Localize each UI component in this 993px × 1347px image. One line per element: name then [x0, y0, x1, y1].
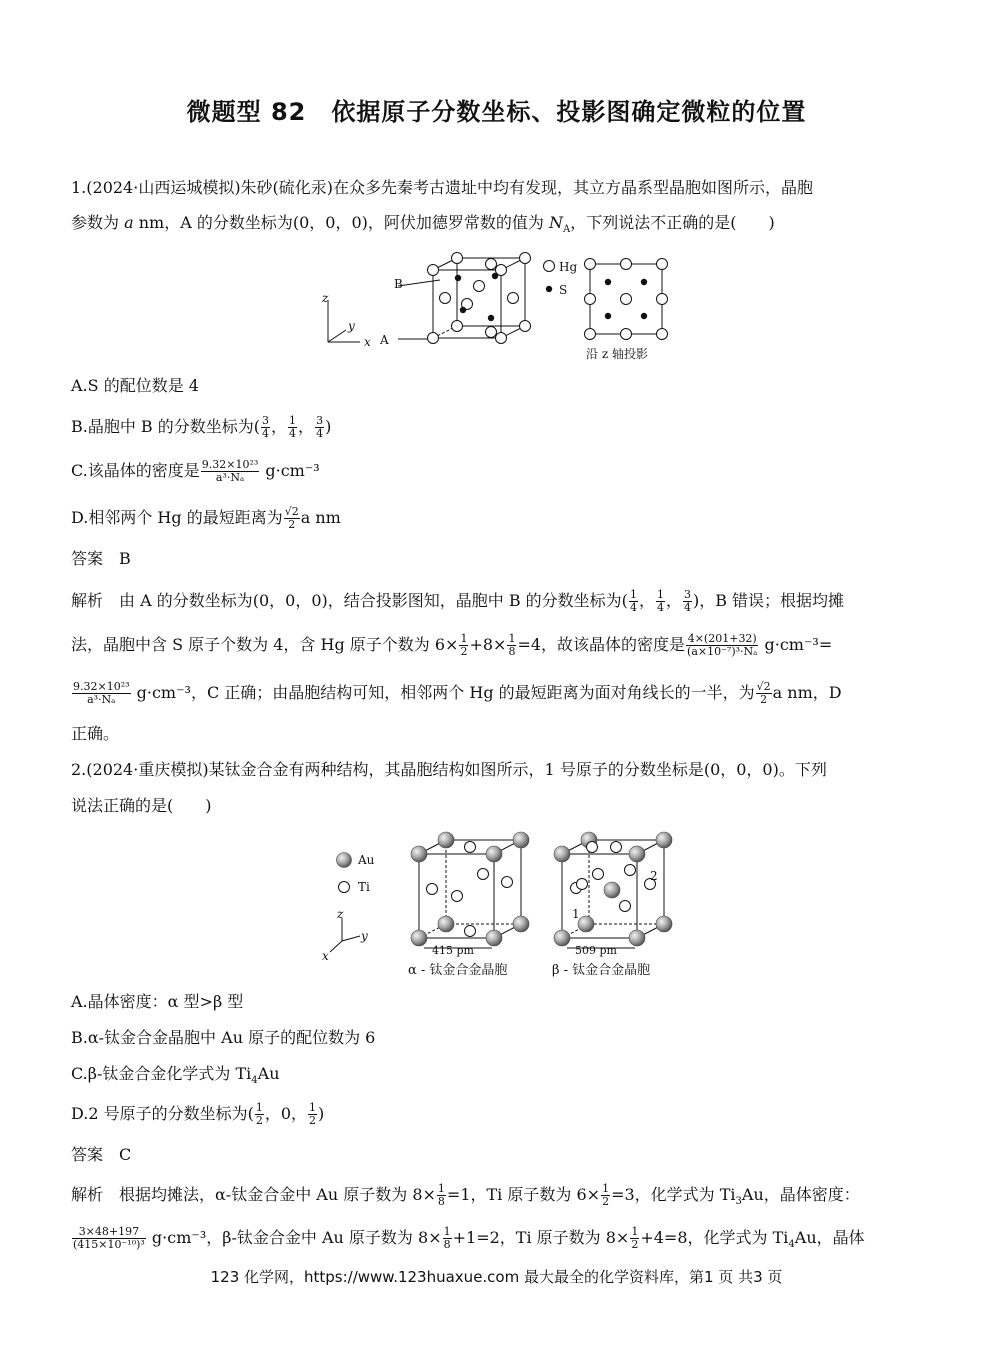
caption-beta: β - 钛金合金晶胞: [552, 963, 651, 978]
q1-stem-line2: 参数为 a nm，A 的分数坐标为(0，0，0)，阿伏加德罗常数的值为 $N_A$，下列说法不正确的是( ): [71, 213, 775, 236]
legend-s: S: [559, 283, 568, 297]
axis-z-label: z: [322, 291, 329, 305]
q1-analysis-line3: $\frac{\text{9.32×10²³}}{\text{a³·Nₐ}}$ g·cm⁻³，C 正确；由晶胞结构可知，相邻两个 Hg 的最短距离为面对角线长的一半，为 $\frac{√2}{2}$ a nm，D: [73, 680, 842, 706]
q2-analysis-line2: $\frac{3\times 48+197}{\text{(415×10⁻¹⁰)³}}$ g·cm⁻³，β-钛金合金中 Au 原子数为 8× $\frac{1}{8}$ +1=2，Ti 原子数为 8× $\frac{1}{2}$ +4=8，化学式为 $Ti_4Au$，晶体: [73, 1225, 865, 1251]
dim-beta: 509 pm: [575, 944, 617, 957]
axis-z-label: z: [337, 907, 344, 921]
q1-analysis-line2: 法，晶胞中含 S 原子个数为 4，含 Hg 原子个数为 6× $\frac{1}{2}$ +8× $\frac{1}{8}$ =4，故该晶体的密度是 $\frac{4\times(201+32)}{\text{(a×10⁻⁷)³·Nₐ}}$ g·cm⁻³=: [71, 632, 833, 658]
q1-option-a: A.S 的配位数是 4: [71, 376, 199, 395]
q2-option-a: A.晶体密度：α 型>β 型: [71, 992, 244, 1011]
caption-alpha: α - 钛金合金晶胞: [408, 963, 508, 978]
q1-answer: 答案 B: [71, 549, 131, 568]
q1-option-d: D.相邻两个 Hg 的最短距离为 $\frac{√2}{2}$ a nm: [71, 505, 341, 531]
q2-option-d: D.2 号原子的分数坐标为( $\frac{1}{2}$ ，0， $\frac{1}{2}$ ): [71, 1101, 325, 1127]
q2-answer: 答案 C: [71, 1145, 132, 1164]
q2-stem-line2: 说法正确的是( ): [71, 796, 212, 815]
axis-x-label: x: [364, 335, 371, 349]
legend-ti: Ti: [358, 880, 370, 894]
q1-stem-line1: 1.(2024·山西运城模拟)朱砂(硫化汞)在众多先秦考古遗址中均有发现，其立方晶系型晶胞如图所示，晶胞: [71, 178, 814, 197]
dim-alpha: 415 pm: [432, 944, 474, 957]
q1-analysis-line4: 正确。: [71, 724, 120, 743]
page-title: 微题型 82 依据原子分数坐标、投影图确定微粒的位置: [186, 98, 807, 126]
q1-option-c: C.该晶体的密度是 $\frac{\text{9.32×10²³}}{\text{a³·Nₐ}}$ g·cm⁻³: [71, 458, 320, 484]
q2-crystal-figure: [320, 826, 680, 982]
q1-option-b: B.晶胞中 B 的分数坐标为( $\frac{3}{4}$ ， $\frac{1}{4}$ ， $\frac{3}{4}$ ): [71, 414, 332, 440]
axis-y-label: y: [348, 319, 355, 333]
q2-option-c: C.β-钛金合金化学式为 $Ti_4Au$: [71, 1064, 280, 1087]
legend-hg: Hg: [559, 260, 578, 274]
q2-stem-line1: 2.(2024·重庆模拟)某钛金合金有两种结构，其晶胞结构如图所示，1 号原子的分数坐标是(0，0，0)。下列: [71, 760, 827, 779]
axis-y-label: y: [361, 929, 368, 943]
page-footer: 123 化学网，https://www.123huaxue.com 最大最全的化学资料库，第1 页 共3 页: [210, 1268, 783, 1286]
q1-analysis-line1: 解析 由 A 的分数坐标为(0，0，0)，结合投影图知，晶胞中 B 的分数坐标为( $\frac{1}{4}$ ， $\frac{1}{4}$ ， $\frac{3}{4}$ )，B 错误；根据均摊: [71, 588, 845, 614]
atom-label-2: 2: [650, 869, 658, 883]
q2-analysis-line1: 解析 根据均摊法，α-钛金合金中 Au 原子数为 8× $\frac{1}{8}$ =1，Ti 原子数为 6× $\frac{1}{2}$ =3，化学式为 $Ti_3Au$，晶体密度：: [71, 1182, 860, 1208]
label-A: A: [380, 333, 389, 347]
projection-caption: 沿 z 轴投影: [586, 347, 648, 361]
axis-x-label: x: [322, 949, 329, 963]
q1-crystal-figure: [320, 250, 680, 368]
label-B: B: [394, 277, 403, 291]
q2-option-b: B.α-钛金合金晶胞中 Au 原子的配位数为 6: [71, 1028, 376, 1047]
atom-label-1: 1: [572, 907, 580, 921]
legend-au: Au: [358, 853, 375, 867]
